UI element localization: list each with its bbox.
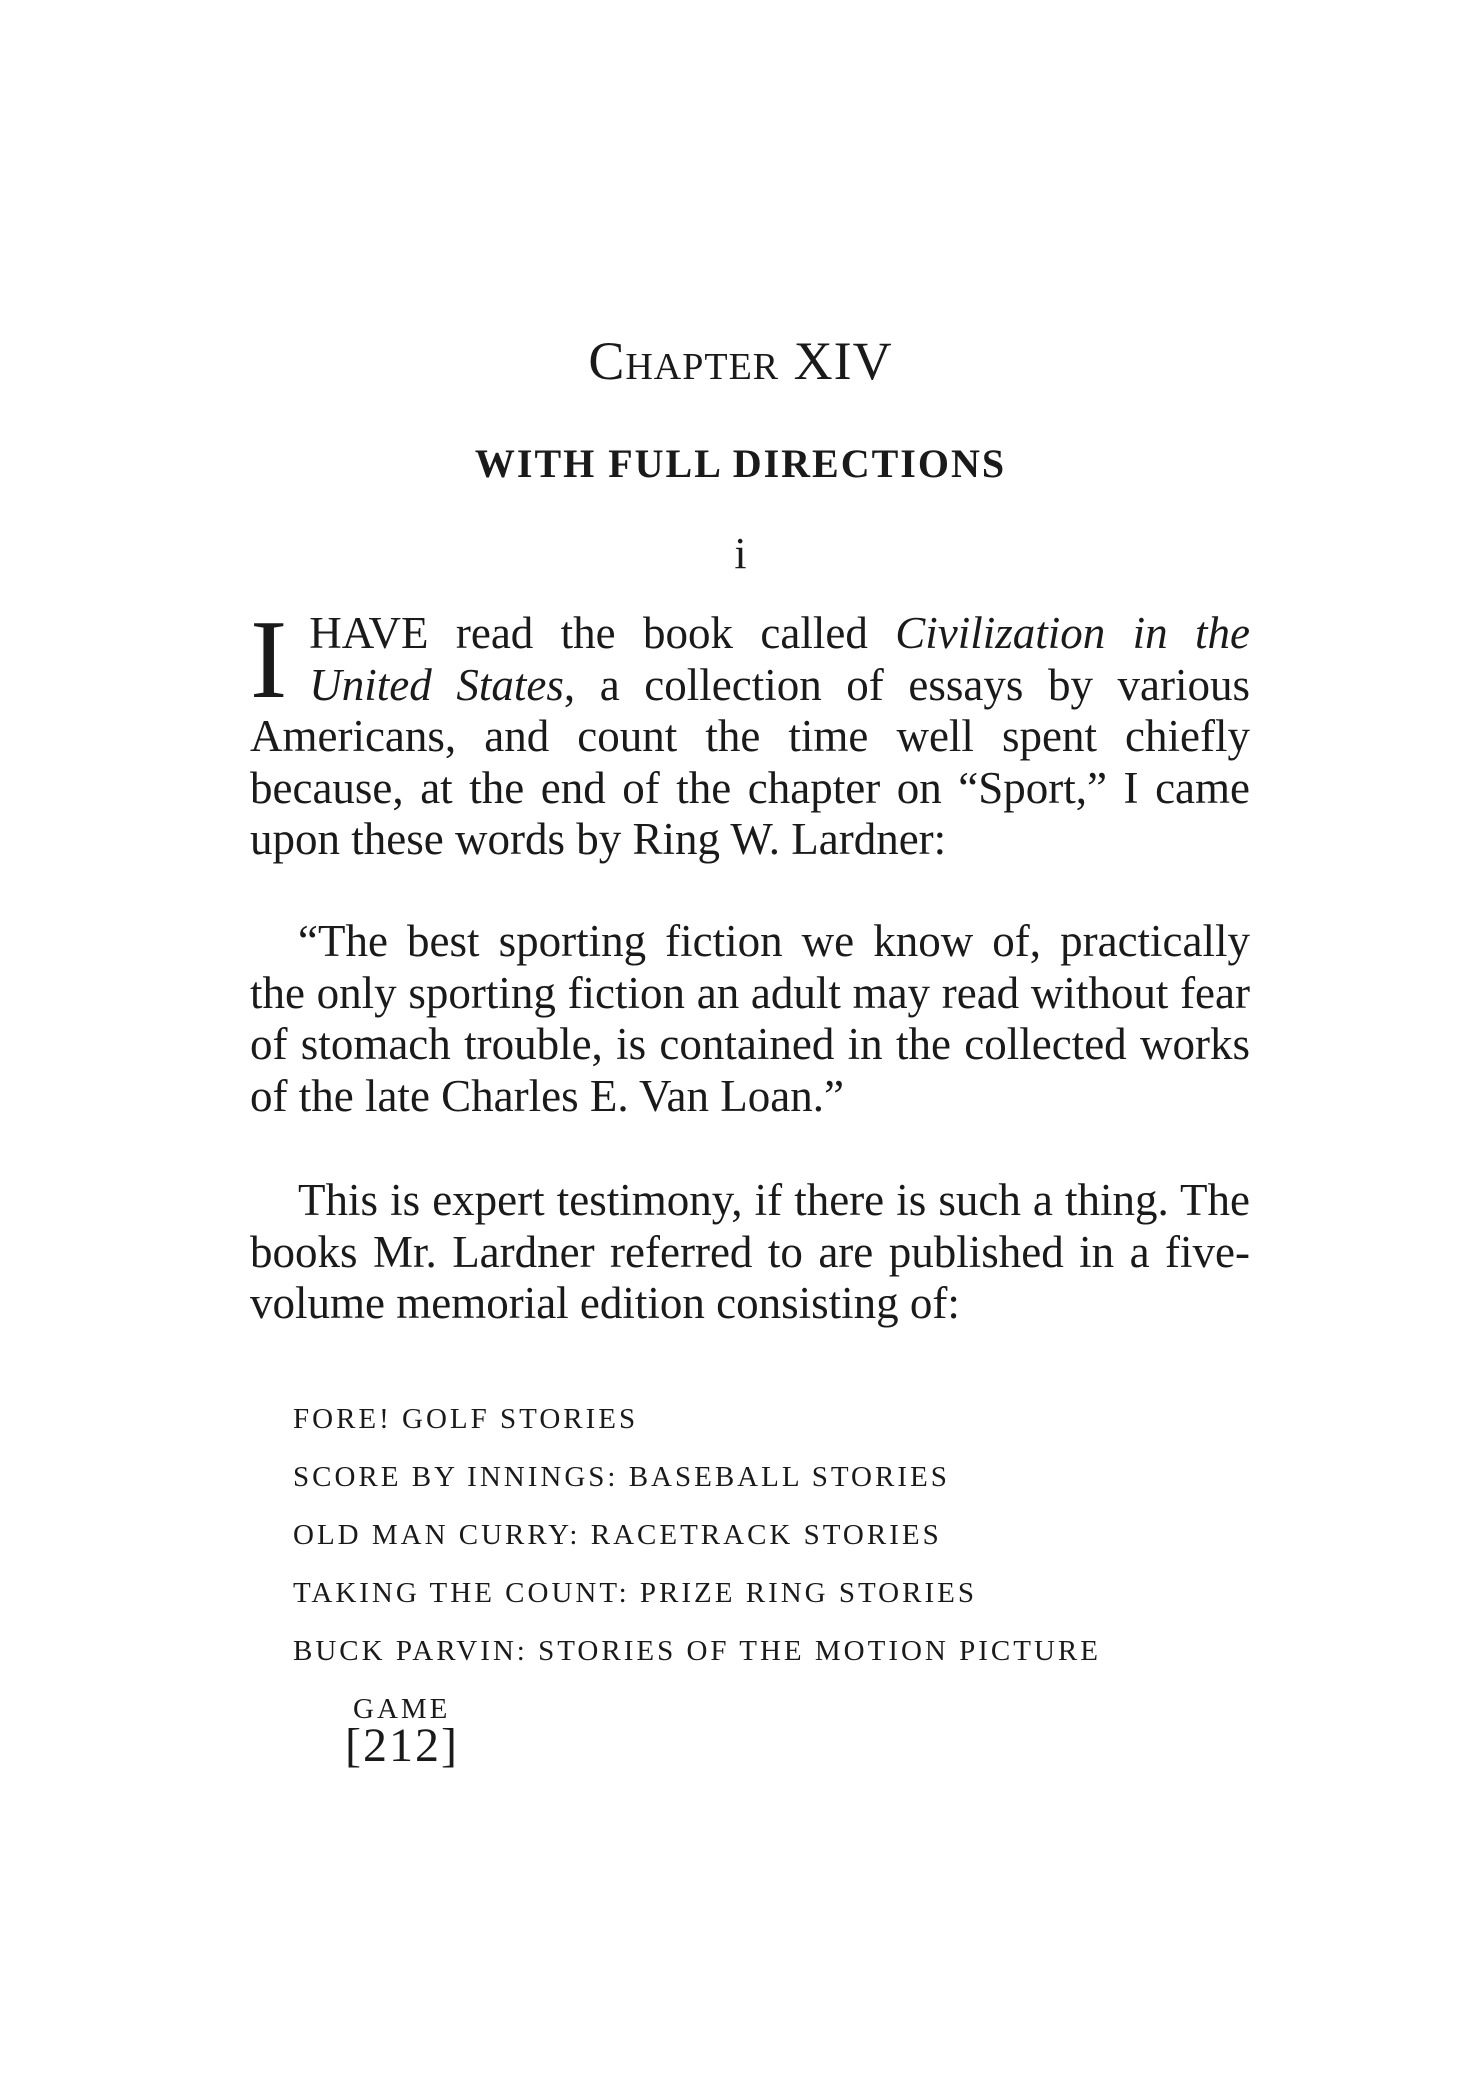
chapter-title: WITH FULL DIRECTIONS: [474, 441, 1007, 486]
paragraph-opening-text-2: , a collection of essays by various Americans, and count the time well spent chiefly because, at the end of the chapter on “Sport,” I came upon these words by Ring W. Lardner:: [250, 659, 1251, 864]
book-list-item: OLD MAN CURRY: RACETRACK STORIES: [293, 1519, 942, 1551]
paragraph-quote: “The best sporting fiction we know of, practically the only sporting fiction an adult may read without fear of stomach trouble, is contained in the collected works of the late Charles E. Van Loan.”: [250, 916, 1250, 1121]
paragraph-opening: [250, 598, 1251, 866]
paragraph-opening-text-1: HAVE read the book called: [309, 608, 896, 658]
book-list-item: SCORE BY INNINGS: BASEBALL STORIES: [293, 1461, 950, 1493]
book-list-item: BUCK PARVIN: STORIES OF THE MOTION PICTURE GAME: [293, 1635, 1101, 1725]
page-number: [212]: [345, 1719, 459, 1772]
paragraph-testimony: This is expert testimony, if there is such a thing. The books Mr. Lardner referred to are published in a five-volume memorial edition consisting of:: [250, 1175, 1250, 1328]
book-title-civilization: Civilization in the United States: [309, 608, 1250, 710]
chapter-label: Chapter XIV: [588, 331, 893, 391]
book-list: [293, 1390, 1153, 1738]
book-list-item: TAKING THE COUNT: PRIZE RING STORIES: [293, 1577, 977, 1609]
section-number: i: [734, 529, 747, 578]
book-list-item: FORE! GOLF STORIES: [293, 1403, 639, 1435]
drop-cap: I: [250, 598, 288, 722]
